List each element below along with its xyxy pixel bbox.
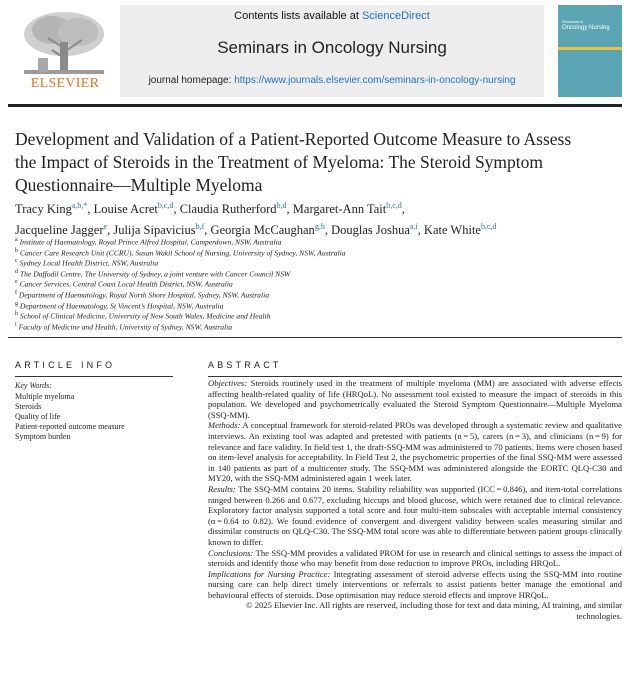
keyword[interactable]: Quality of life [15,412,61,421]
abstract-rule [208,376,622,377]
author-name[interactable]: Jacqueline Jagger [15,223,104,238]
copyright-notice: © 2025 Elsevier Inc. All rights are reserved, including those for text and data mining, AI training, and similar technologies. [246,600,622,622]
affiliation-item: $^a$ Institute of Haematology, Royal Prince Alfred Hospital, Camperdown, NSW, Australia [15,237,282,247]
abstract-implications: Implications for Nursing Practice: Integrating assessment of steroid adverse effects using the SSQ-MM into routine nursing care can help direct timely interventions or referrals to assist patients better manage the emotional and behavioural effects of steroids. Dose optimisation may reduce steroid effects and improve HRQoL. [208,568,622,600]
header-divider [8,104,622,107]
author-affiliation-marker[interactable]: g,h [314,222,325,232]
journal-title: Seminars in Oncology Nursing [217,38,447,57]
section-divider [8,337,622,338]
author-affiliation-marker[interactable]: a,b,* [71,201,88,210]
author-name[interactable]: Louise Acret [93,202,158,217]
author-affiliation-marker[interactable]: b,c,d [386,201,402,210]
author-name[interactable]: Claudia Rutherford [179,202,277,217]
author-name[interactable]: Kate White [423,223,481,238]
publisher-name: ELSEVIER [30,76,100,91]
article-title: Development and Validation of a Patient-Reported Outcome Measure to Assess the Impact of Steroids in the Treatment of Myeloma: The Steroid Symptom Questionnaire—Multiple Myeloma [15,129,572,195]
author-affiliation-marker[interactable]: b,f [195,222,205,232]
affiliation-item: $^g$ Department of Haematology, St Vincent’s Hospital, NSW, Australia [15,300,224,311]
author-name[interactable]: Tracy King [15,202,72,217]
abstract-conclusions: Conclusions: The SSQ-MM provides a validated PROM for use in research and clinical settings to assess the impact of steroids and identify those who may benefit from dose reduction to improve PROs, including HRQoL. [208,547,622,569]
article-info-heading: ARTICLE INFO [15,360,116,370]
author-name[interactable]: Georgia McCaughan [210,223,315,238]
elsevier-tree-icon [18,8,110,78]
author-name[interactable]: Julija Sipavicius [113,223,196,238]
abstract-heading: ABSTRACT [208,360,282,370]
affiliation-item: $^e$ Cancer Services, Central Coast Local Health District, NSW, Australia [15,279,233,289]
article-info-rule [15,376,173,377]
affiliation-item: $^h$ School of Clinical Medicine, University of New South Wales, Medicine and Health [15,311,271,321]
abstract-methods: Methods: A conceptual framework for steroid-related PROs was developed through a systematic review and qualitative interviews. An existing tool was adapted and pretested with patients (n = 5), carers (n = 3), and clinicians (n = 9) for relevance and face validity. In field test 1, the draft-SSQ-MM was administered to 70 patients. Items were chosen based on item-level analysis for acceptability. In Field Test 2, the psychometric properties of the final SSQ-MM were assessed in 140 patients as part of a multicenter study. The SSQ-MM was administered alongside the EORTC QLQ-C30 and MY20, with the SSQ-MM administered again 1 week later. [208,420,622,484]
affiliation-item: $^d$ The Daffodil Centre, The University of Sydney, a joint venture with Cancer Council NSW [15,268,291,279]
author-affiliation-marker[interactable]: b,c,d [480,222,497,232]
contents-line: Contents lists available at ScienceDirect [234,10,430,22]
cover-title: Oncology Nursing [562,25,610,31]
sciencedirect-link[interactable]: ScienceDirect [361,10,430,22]
affiliation-item: $^b$ Cancer Care Research Unit (CCRU), Susan Wakil School of Nursing, University of Sydney, NSW, Australia [15,247,346,258]
keyword[interactable]: Symptom burden [15,432,71,441]
affiliation-item: $^c$ Sydney Local Health District, NSW, Australia [15,258,159,268]
abstract-objectives: Objectives: Steroids routinely used in the treatment of multiple myeloma (MM) are associated with adverse effects affecting health-related quality of life (HRQoL). No assessment tool existed to measure the impact of steroids in this population. We developed and psychometrically evaluated the Steroid Symptom Questionnaire—Multiple Myeloma (SSQ-MM). [208,378,622,420]
keywords-label: Key Words: [15,381,52,390]
affiliation-item: $^i$ Faculty of Medicine and Health, University of Sydney, NSW, Australia [15,321,233,332]
keyword[interactable]: Patient-reported outcome measure [15,422,125,431]
author-name[interactable]: Margaret-Ann Tait [292,202,387,217]
cover-small-text: Seminars in [562,19,584,24]
abstract-body [208,378,622,622]
abstract-results: Results: The SSQ-MM contains 20 items. Stability reliability was supported (ICC = 0.846), and item-total correlations ranged between 0.266 and 0.677, excluding hiccups and blood glucose, which were retained due to clinical relevance. Exploratory factor analysis supported a total score and four multi-item subscales with acceptable internal consistency (α = 0.64 to 0.82). We found evidence of convergent and divergent validity between scales measuring similar and dissimilar constructs on QLQ-C30. The SSQ-MM total score was able to differentiate between patient groups clinically known to differ. [208,483,622,547]
affiliation-item: $^f$ Department of Haematology, Royal North Shore Hospital, Sydney, NSW, Australia [15,290,269,300]
author-list: Tracy King$^{a,b,*}$, Louise Acret$^{b,c,d}$, Claudia Rutherford$^{b,d}$, Margaret-Ann Tait$^{b,c,d}$, Jacqueline Jagger$^e$, Julija Sipavicius$^{b,f}$, Georgia McCaughan$^{g,h}$, Douglas Joshua$^{a,i}$, Kate White$^{b,c,d}$ [15,201,497,238]
homepage-link[interactable]: https://www.journals.elsevier.com/seminars-in-oncology-nursing [234,75,516,86]
author-affiliation-marker[interactable]: b,d [276,201,287,210]
author-affiliation-marker[interactable]: a,i [409,222,418,232]
cover-stripe [558,47,622,50]
journal-homepage: journal homepage: https://www.journals.elsevier.com/seminars-in-oncology-nursing [148,75,516,86]
author-affiliation-marker[interactable]: b,c,d [157,201,174,210]
author-affiliation-marker[interactable]: e [103,222,108,232]
keyword[interactable]: Steroids [15,402,42,411]
keyword[interactable]: Multiple myeloma [15,392,75,401]
author-name[interactable]: Douglas Joshua [331,223,410,238]
journal-cover[interactable] [558,5,622,97]
